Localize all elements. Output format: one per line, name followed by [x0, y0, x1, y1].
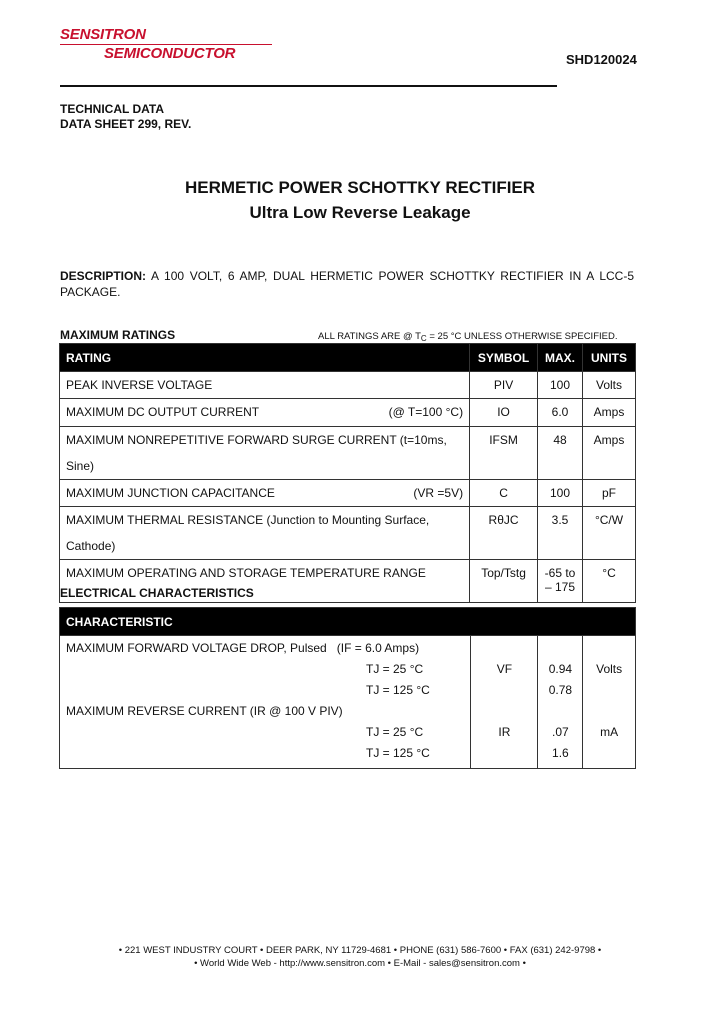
- table-row: [60, 636, 636, 769]
- symbol-cell: IFSM: [470, 426, 538, 479]
- fwd-value-1: 0.94: [548, 662, 573, 676]
- header-divider: [60, 85, 557, 87]
- description: [60, 268, 634, 300]
- max-cell: -65 to – 175: [538, 560, 583, 603]
- rev-value-1: .07: [552, 725, 569, 739]
- col-max: MAX.: [538, 344, 583, 372]
- footer-web: • World Wide Web - http://www.sensitron.com • E-Mail - sales@sensitron.com •: [194, 958, 526, 969]
- rating-cell: MAXIMUM THERMAL RESISTANCE (Junction to Mounting Surface, Cathode): [60, 507, 470, 560]
- page-title: HERMETIC POWER SCHOTTKY RECTIFIER: [184, 178, 536, 197]
- table-row: [60, 426, 636, 479]
- rev-symbol: IR: [498, 725, 511, 739]
- units-cell: pF: [583, 479, 636, 506]
- rating-condition: (@ T=100 °C): [388, 405, 464, 420]
- rating-condition: (VR =5V): [413, 485, 464, 500]
- table-row: [60, 479, 636, 506]
- max-ratings-heading: MAXIMUM RATINGS: [60, 328, 176, 342]
- col-units: UNITS: [583, 344, 636, 372]
- ratings-note-post: = 25 °C UNLESS OTHERWISE SPECIFIED.: [426, 331, 618, 342]
- characteristic-cell: [60, 636, 471, 769]
- rev-temp-2: TJ = 125 °C: [366, 746, 430, 760]
- description-text: A 100 VOLT, 6 AMP, DUAL HERMETIC POWER SCHOTTKY RECTIFIER IN A LCC-5 PACKAGE.: [60, 269, 634, 299]
- rating-cell: MAXIMUM OPERATING AND STORAGE TEMPERATURE RANGE: [60, 560, 470, 603]
- col-symbol: SYMBOL: [470, 344, 538, 372]
- description-label: DESCRIPTION:: [60, 269, 147, 283]
- electrical-table: [59, 607, 636, 769]
- fwd-label-text: MAXIMUM FORWARD VOLTAGE DROP, Pulsed: [66, 641, 327, 655]
- fwd-temp-2: TJ = 125 °C: [366, 683, 430, 697]
- max-cell: 3.5: [538, 507, 583, 560]
- rating-cell: PEAK INVERSE VOLTAGE: [60, 372, 470, 399]
- units-cell: °C/W: [583, 507, 636, 560]
- electrical-heading: ELECTRICAL CHARACTERISTICS: [60, 586, 254, 600]
- max-ratings-table: [59, 343, 636, 603]
- fwd-condition: (IF = 6.0 Amps): [336, 641, 420, 655]
- fwd-temp-1: TJ = 25 °C: [366, 662, 424, 676]
- rating-cell: [60, 479, 470, 506]
- symbol-cell: IO: [470, 399, 538, 426]
- units-cell: °C: [583, 560, 636, 603]
- forward-voltage-label: [66, 638, 464, 659]
- table-header-row: [60, 344, 636, 372]
- fwd-units: Volts: [596, 662, 623, 676]
- max-cell: 6.0: [538, 399, 583, 426]
- rev-units: mA: [600, 725, 619, 739]
- rating-cell: [60, 399, 470, 426]
- logo-line-2: SEMICONDUCTOR: [104, 45, 236, 62]
- symbol-cell: Top/Tstg: [470, 560, 538, 603]
- technical-data-block: [60, 102, 191, 132]
- part-number: SHD120024: [566, 52, 637, 67]
- footer-address: • 221 WEST INDUSTRY COURT • DEER PARK, NY 11729-4681 • PHONE (631) 586-7600 • FAX (631) 242-9798 •: [118, 945, 602, 956]
- col-rating: RATING: [60, 344, 470, 372]
- symbol-cell: RθJC: [470, 507, 538, 560]
- rev-temp-1: TJ = 25 °C: [366, 725, 424, 739]
- rating-label: MAXIMUM DC OUTPUT CURRENT: [66, 405, 260, 420]
- rating-label: MAXIMUM JUNCTION CAPACITANCE: [66, 485, 275, 500]
- max-cell: 48: [538, 426, 583, 479]
- units-cell: [583, 636, 636, 769]
- ratings-note-sub: C: [420, 334, 427, 343]
- units-cell: Amps: [583, 426, 636, 479]
- max-cell: 100: [538, 479, 583, 506]
- symbol-cell: C: [470, 479, 538, 506]
- units-cell: Amps: [583, 399, 636, 426]
- table-row: [60, 507, 636, 560]
- reverse-current-label: MAXIMUM REVERSE CURRENT (IR @ 100 V PIV): [66, 704, 343, 718]
- fwd-value-2: 0.78: [548, 683, 573, 697]
- symbol-cell: PIV: [470, 372, 538, 399]
- tech-line-1: TECHNICAL DATA: [60, 102, 164, 116]
- logo-line-1: SENSITRON: [60, 26, 272, 45]
- table-row: [60, 372, 636, 399]
- table-row: [60, 399, 636, 426]
- fwd-symbol: VF: [496, 662, 513, 676]
- tech-line-2: DATA SHEET 299, REV.: [60, 117, 192, 131]
- ratings-note: [318, 331, 617, 343]
- units-cell: Volts: [583, 372, 636, 399]
- max-cell: 100: [538, 372, 583, 399]
- page-subtitle: Ultra Low Reverse Leakage: [249, 203, 471, 222]
- rev-value-2: 1.6: [552, 746, 569, 760]
- ratings-note-pre: ALL RATINGS ARE @ T: [318, 331, 421, 342]
- symbol-cell: [471, 636, 538, 769]
- col-characteristic: CHARACTERISTIC: [60, 608, 636, 636]
- value-cell: [538, 636, 583, 769]
- table-header-row: [60, 608, 636, 636]
- company-logo: [60, 26, 272, 63]
- rating-cell: MAXIMUM NONREPETITIVE FORWARD SURGE CURRENT (t=10ms, Sine): [60, 426, 470, 479]
